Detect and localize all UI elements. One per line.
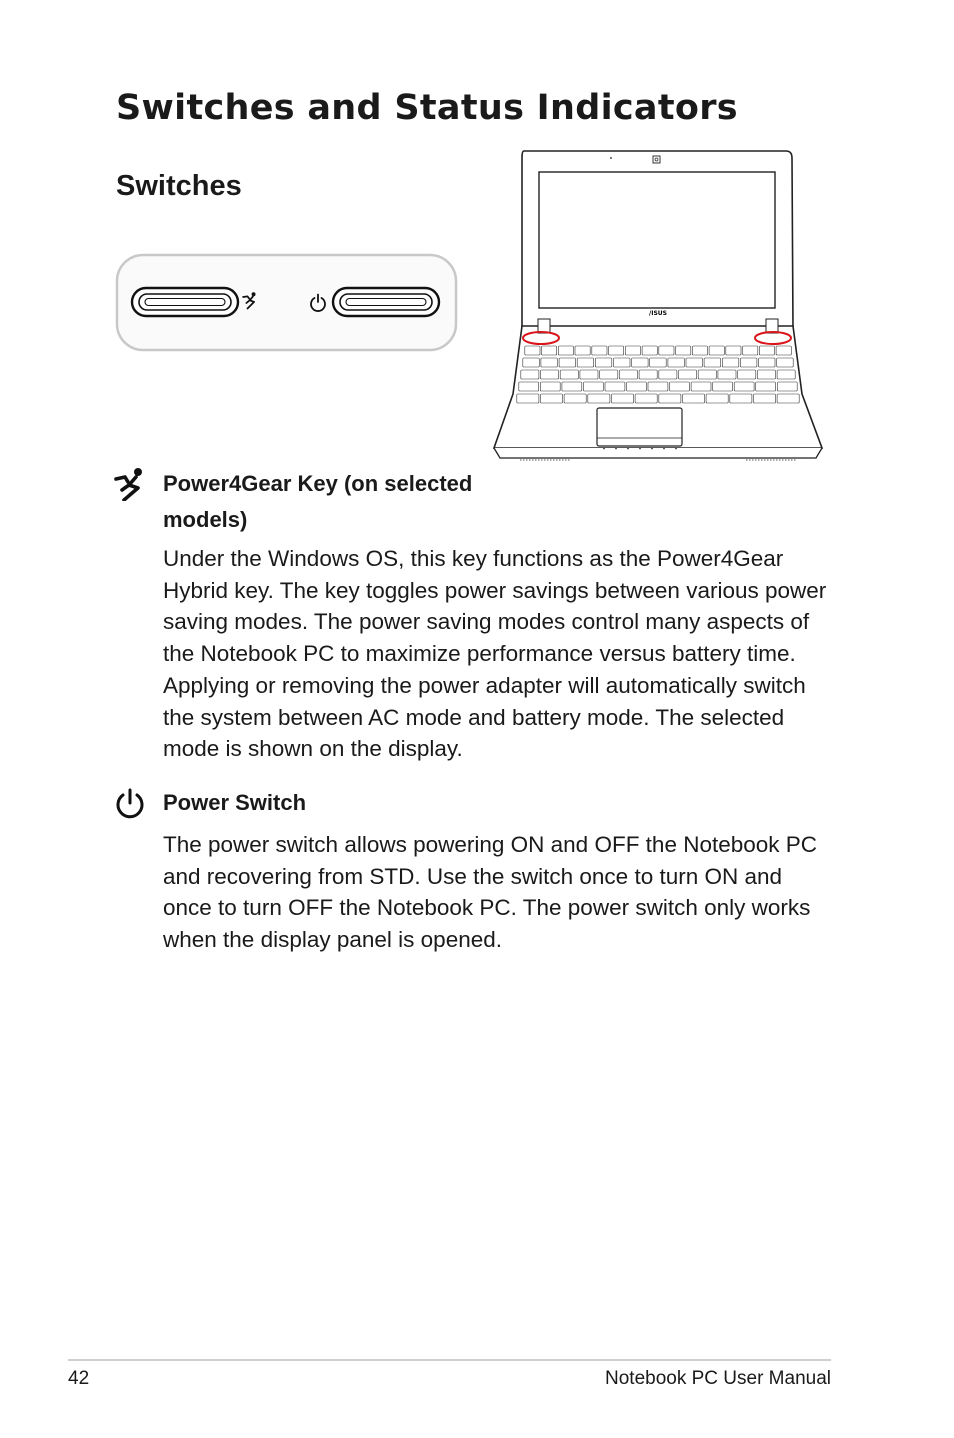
manual-title: Notebook PC User Manual	[605, 1368, 831, 1389]
power-switch-button	[333, 288, 439, 316]
status-indicator-light	[603, 448, 605, 450]
power4gear-description: Under the Windows OS, this key functions as the Power4Gear Hybrid key. The key toggles power savings between various power saving modes. The power saving modes control many aspects of the Notebook PC to maximize performance versus battery time. Applying or removing the power adapter will automatically switch the system between AC mode and battery mode. The selected mode is shown on the display.	[163, 546, 827, 762]
laptop-lid	[522, 151, 793, 330]
power4gear-icon	[112, 467, 146, 501]
status-indicator-light	[615, 448, 617, 450]
touchpad	[597, 408, 682, 446]
switch-strip-illustration	[114, 252, 460, 354]
status-indicator-light	[675, 448, 677, 450]
power4gear-heading-line2: models)	[163, 507, 248, 532]
page-title: Switches and Status Indicators	[116, 88, 738, 128]
laptop-base	[494, 319, 822, 460]
power-switch-heading: Power Switch	[163, 790, 307, 815]
laptop-illustration	[490, 148, 826, 464]
power4gear-heading-line1: Power4Gear Key (on selected	[163, 471, 473, 496]
footer-divider	[68, 1359, 831, 1361]
power-switch-description: The power switch allows powering ON and OFF the Notebook PC and recovering from STD. Use the switch once to turn ON and once to turn OFF the Notebook PC. The power switch only works when the display panel is opened.	[163, 832, 818, 953]
power4gear-heading	[163, 466, 513, 538]
status-indicator-light	[651, 448, 653, 450]
status-indicator-light	[639, 448, 641, 450]
section-title: Switches	[116, 170, 242, 202]
status-indicator-light	[663, 448, 665, 450]
status-indicator-light	[627, 448, 629, 450]
power-icon	[113, 788, 147, 822]
power4gear-switch-button	[132, 288, 238, 316]
laptop-logo: /ISUS	[649, 310, 667, 317]
page-number: 42	[68, 1368, 90, 1389]
